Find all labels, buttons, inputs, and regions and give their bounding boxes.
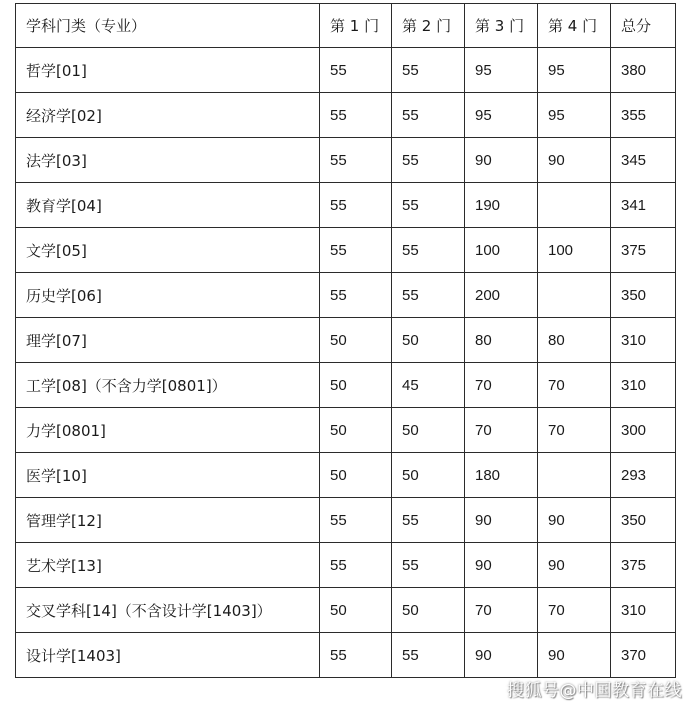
cell-subject-1: 50 <box>320 588 392 633</box>
table-row <box>16 363 676 408</box>
cell-subject-2: 50 <box>392 453 465 498</box>
cell-subject-1: 55 <box>320 93 392 138</box>
cell-total: 310 <box>611 363 676 408</box>
cell-subject-1: 55 <box>320 228 392 273</box>
table-row <box>16 183 676 228</box>
cell-subject-1: 55 <box>320 138 392 183</box>
table-row <box>16 543 676 588</box>
cell-subject-2: 50 <box>392 588 465 633</box>
cell-subject-4: 80 <box>538 318 611 363</box>
cell-total: 310 <box>611 318 676 363</box>
header-total: 总分 <box>611 4 676 48</box>
header-discipline: 学科门类（专业） <box>16 4 320 48</box>
cell-subject-3: 70 <box>465 363 538 408</box>
cell-subject-2: 55 <box>392 228 465 273</box>
cell-subject-1: 50 <box>320 363 392 408</box>
cell-subject-2: 55 <box>392 48 465 93</box>
cell-subject-3: 70 <box>465 588 538 633</box>
cell-subject-2: 55 <box>392 138 465 183</box>
cell-total: 380 <box>611 48 676 93</box>
cell-subject-3: 90 <box>465 498 538 543</box>
cell-total: 345 <box>611 138 676 183</box>
cell-discipline: 文学[05] <box>16 228 320 273</box>
cell-subject-3: 190 <box>465 183 538 228</box>
cell-subject-3: 95 <box>465 93 538 138</box>
cell-total: 310 <box>611 588 676 633</box>
cell-subject-2: 50 <box>392 318 465 363</box>
cell-subject-1: 55 <box>320 48 392 93</box>
cell-subject-3: 200 <box>465 273 538 318</box>
header-subject-1: 第 1 门 <box>320 4 392 48</box>
cell-subject-1: 50 <box>320 453 392 498</box>
cell-subject-2: 55 <box>392 93 465 138</box>
header-row <box>16 4 676 48</box>
table-row <box>16 588 676 633</box>
table-row <box>16 633 676 678</box>
cell-subject-3: 180 <box>465 453 538 498</box>
table-row <box>16 48 676 93</box>
cell-discipline: 设计学[1403] <box>16 633 320 678</box>
cell-total: 370 <box>611 633 676 678</box>
watermark-text: 搜狐号@中国教育在线 <box>507 681 682 701</box>
table-body <box>16 48 676 678</box>
table-header <box>16 4 676 48</box>
cell-subject-4: 95 <box>538 48 611 93</box>
cell-subject-1: 50 <box>320 408 392 453</box>
cell-total: 341 <box>611 183 676 228</box>
cell-subject-3: 80 <box>465 318 538 363</box>
cell-subject-1: 55 <box>320 543 392 588</box>
cell-subject-4 <box>538 453 611 498</box>
cell-subject-4 <box>538 183 611 228</box>
cell-discipline: 管理学[12] <box>16 498 320 543</box>
cell-subject-2: 45 <box>392 363 465 408</box>
table-row <box>16 408 676 453</box>
cell-subject-4: 70 <box>538 588 611 633</box>
cell-subject-3: 100 <box>465 228 538 273</box>
cell-total: 350 <box>611 498 676 543</box>
header-subject-4: 第 4 门 <box>538 4 611 48</box>
cell-subject-1: 55 <box>320 273 392 318</box>
cell-subject-4: 90 <box>538 543 611 588</box>
cell-subject-4 <box>538 273 611 318</box>
cell-total: 300 <box>611 408 676 453</box>
cell-subject-4: 70 <box>538 363 611 408</box>
cell-subject-2: 55 <box>392 633 465 678</box>
header-subject-2: 第 2 门 <box>392 4 465 48</box>
cell-discipline: 力学[0801] <box>16 408 320 453</box>
cell-subject-4: 70 <box>538 408 611 453</box>
cell-discipline: 理学[07] <box>16 318 320 363</box>
table-row <box>16 318 676 363</box>
cell-subject-4: 90 <box>538 498 611 543</box>
cell-subject-1: 55 <box>320 633 392 678</box>
cell-subject-3: 70 <box>465 408 538 453</box>
cell-subject-2: 55 <box>392 273 465 318</box>
cell-discipline: 历史学[06] <box>16 273 320 318</box>
cell-subject-3: 90 <box>465 633 538 678</box>
header-subject-3: 第 3 门 <box>465 4 538 48</box>
table-row <box>16 138 676 183</box>
cell-subject-4: 100 <box>538 228 611 273</box>
cell-subject-2: 50 <box>392 408 465 453</box>
cell-subject-2: 55 <box>392 498 465 543</box>
cell-discipline: 哲学[01] <box>16 48 320 93</box>
cell-subject-1: 50 <box>320 318 392 363</box>
cell-subject-1: 55 <box>320 183 392 228</box>
cell-subject-3: 90 <box>465 543 538 588</box>
cell-subject-1: 55 <box>320 498 392 543</box>
cell-subject-3: 95 <box>465 48 538 93</box>
cell-discipline: 交叉学科[14]（不含设计学[1403]） <box>16 588 320 633</box>
cell-discipline: 工学[08]（不含力学[0801]） <box>16 363 320 408</box>
cell-subject-4: 95 <box>538 93 611 138</box>
cell-total: 375 <box>611 228 676 273</box>
cell-subject-3: 90 <box>465 138 538 183</box>
score-table <box>15 3 676 678</box>
cell-total: 355 <box>611 93 676 138</box>
cell-subject-2: 55 <box>392 183 465 228</box>
table-row <box>16 453 676 498</box>
cell-subject-2: 55 <box>392 543 465 588</box>
cell-total: 375 <box>611 543 676 588</box>
cell-discipline: 经济学[02] <box>16 93 320 138</box>
cell-discipline: 教育学[04] <box>16 183 320 228</box>
table-row <box>16 498 676 543</box>
cell-total: 293 <box>611 453 676 498</box>
table-row <box>16 228 676 273</box>
table-row <box>16 93 676 138</box>
cell-discipline: 法学[03] <box>16 138 320 183</box>
cell-subject-4: 90 <box>538 633 611 678</box>
cell-discipline: 艺术学[13] <box>16 543 320 588</box>
cell-discipline: 医学[10] <box>16 453 320 498</box>
cell-total: 350 <box>611 273 676 318</box>
table-row <box>16 273 676 318</box>
cell-subject-4: 90 <box>538 138 611 183</box>
